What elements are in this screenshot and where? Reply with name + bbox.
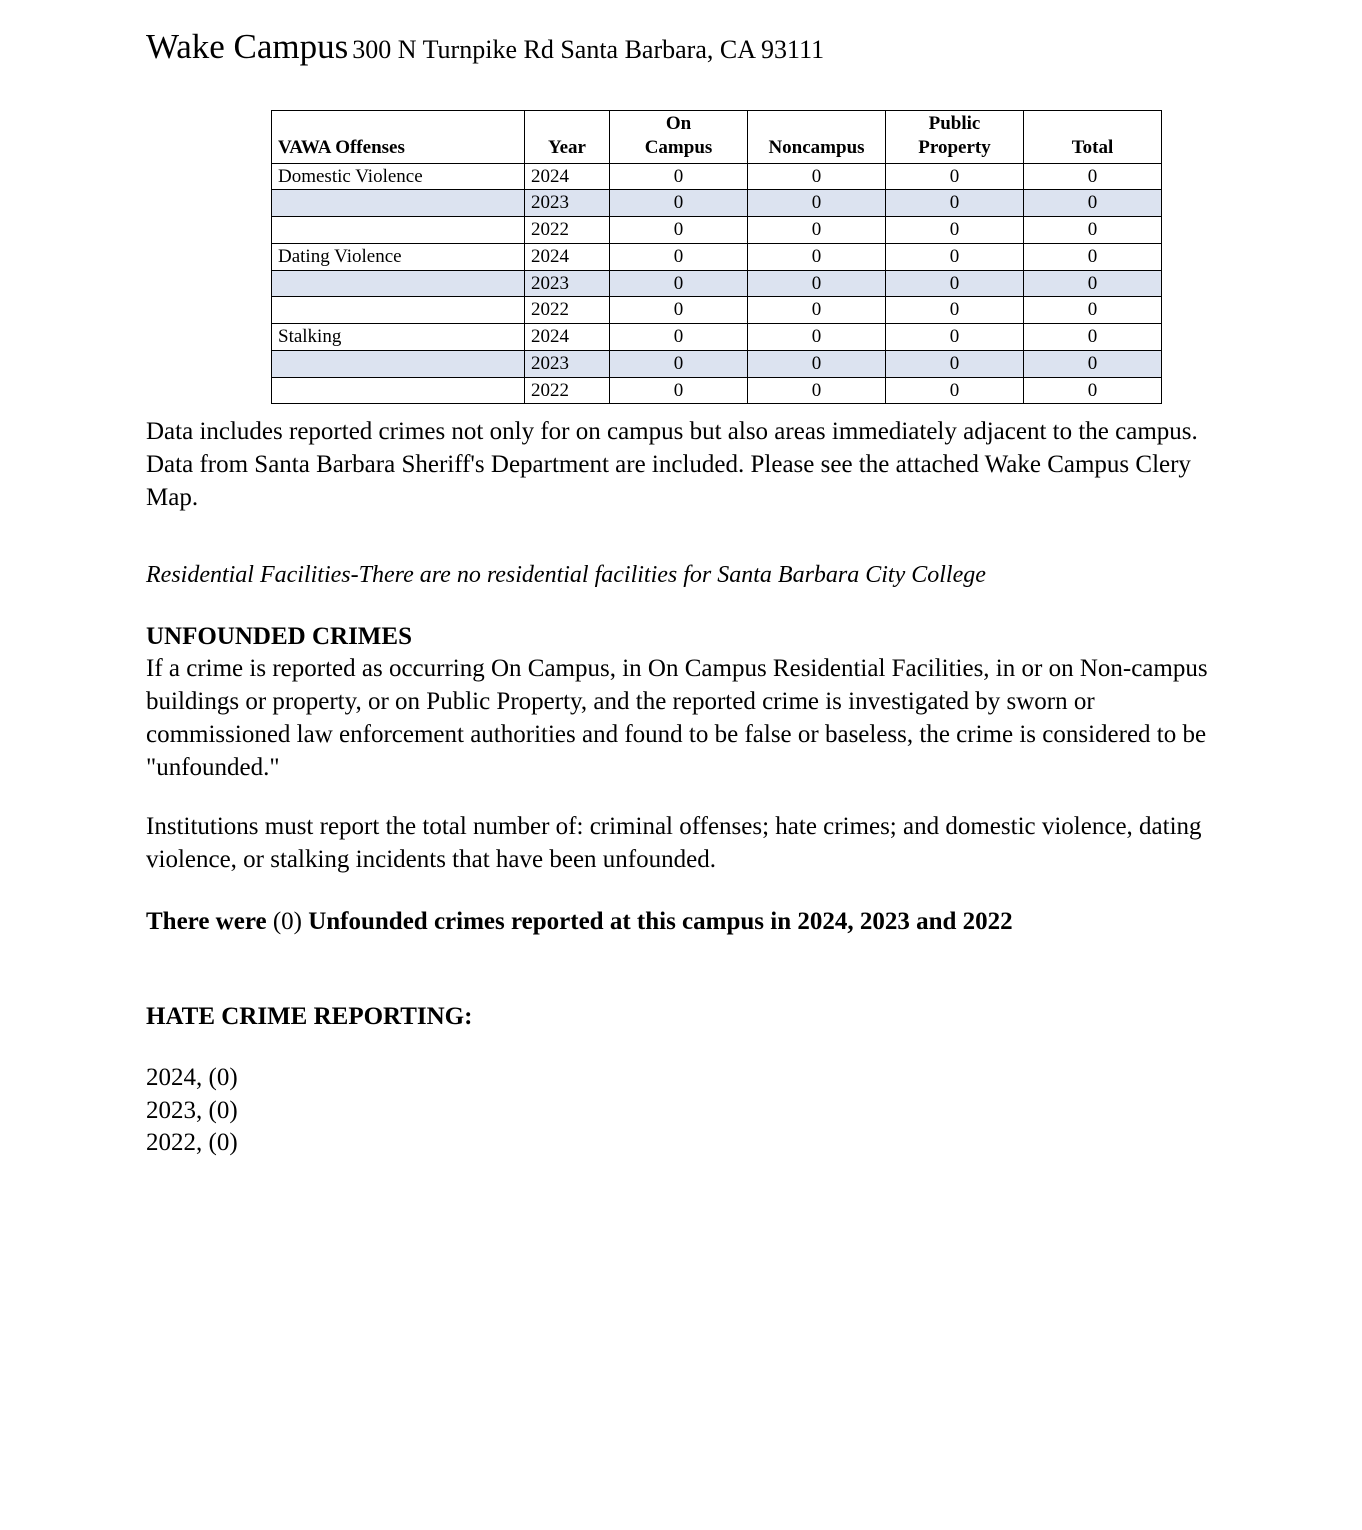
offense-label: Dating Violence xyxy=(272,243,525,270)
column-header-offense: VAWA Offenses xyxy=(272,111,525,164)
on-campus-cell: 0 xyxy=(610,217,748,244)
on-campus-cell: 0 xyxy=(610,190,748,217)
offense-label xyxy=(272,217,525,244)
unfounded-count-value: (0) xyxy=(272,908,302,935)
noncampus-cell: 0 xyxy=(748,297,886,324)
total-cell: 0 xyxy=(1024,350,1162,377)
offense-label xyxy=(272,350,525,377)
column-header-year: Year xyxy=(525,111,610,164)
year-cell: 2022 xyxy=(525,297,610,324)
year-cell: 2022 xyxy=(525,377,610,404)
total-cell: 0 xyxy=(1024,297,1162,324)
page-title xyxy=(146,28,824,67)
public-property-line-1: Public xyxy=(928,113,981,134)
table-row xyxy=(272,217,1162,244)
column-header-public-property xyxy=(886,111,1024,164)
hate-crime-year-list xyxy=(146,1062,1221,1160)
campus-name: Wake Campus xyxy=(146,27,349,66)
public-property-cell: 0 xyxy=(886,350,1024,377)
table-header xyxy=(272,111,1162,164)
hate-crime-year-item: 2023, (0) xyxy=(146,1096,238,1124)
noncampus-cell: 0 xyxy=(748,190,886,217)
total-cell: 0 xyxy=(1024,190,1162,217)
table-row xyxy=(272,190,1162,217)
on-campus-cell: 0 xyxy=(610,163,748,190)
noncampus-cell: 0 xyxy=(748,377,886,404)
campus-address: 300 N Turnpike Rd Santa Barbara, CA 93111 xyxy=(352,35,825,64)
noncampus-cell: 0 xyxy=(748,270,886,297)
public-property-cell: 0 xyxy=(886,324,1024,351)
public-property-cell: 0 xyxy=(886,163,1024,190)
public-property-cell: 0 xyxy=(886,297,1024,324)
noncampus-cell: 0 xyxy=(748,217,886,244)
table-row xyxy=(272,270,1162,297)
residential-facilities-note: Residential Facilities-There are no residential facilities for Santa Barbara City College xyxy=(146,562,986,588)
on-campus-cell: 0 xyxy=(610,243,748,270)
data-note-paragraph: Data includes reported crimes not only for on campus but also areas immediately adjacent to the campus. Data from Santa Barbara Sheriff's Department are included. Please see the attached Wake Campus Clery Map. xyxy=(146,418,1198,511)
offense-label xyxy=(272,190,525,217)
table-row xyxy=(272,243,1162,270)
public-property-cell: 0 xyxy=(886,243,1024,270)
table-header-row xyxy=(272,111,1162,164)
hate-crime-reporting-heading: HATE CRIME REPORTING: xyxy=(146,1003,473,1030)
offense-label xyxy=(272,297,525,324)
public-property-cell: 0 xyxy=(886,190,1024,217)
column-header-noncampus: Noncampus xyxy=(748,111,886,164)
vawa-offenses-table xyxy=(271,110,1162,404)
hate-crime-year-item: 2024, (0) xyxy=(146,1064,238,1091)
year-cell: 2023 xyxy=(525,270,610,297)
table-body xyxy=(272,163,1162,404)
year-cell: 2024 xyxy=(525,243,610,270)
public-property-cell: 0 xyxy=(886,377,1024,404)
year-cell: 2023 xyxy=(525,190,610,217)
total-cell: 0 xyxy=(1024,243,1162,270)
on-campus-line-2: Campus xyxy=(644,136,713,158)
unfounded-count-prefix: There were xyxy=(146,908,267,935)
column-header-total: Total xyxy=(1024,111,1162,164)
table-row xyxy=(272,297,1162,324)
total-cell: 0 xyxy=(1024,270,1162,297)
total-cell: 0 xyxy=(1024,217,1162,244)
institutions-note: Institutions must report the total number of: criminal offenses; hate crimes; and domestic violence, dating violence, or stalking incidents that have been unfounded. xyxy=(146,813,1202,873)
on-campus-cell: 0 xyxy=(610,270,748,297)
offense-label: Stalking xyxy=(272,324,525,351)
on-campus-cell: 0 xyxy=(610,297,748,324)
year-cell: 2024 xyxy=(525,163,610,190)
hate-crime-year-item: 2022, (0) xyxy=(146,1129,238,1156)
offense-label xyxy=(272,377,525,404)
noncampus-cell: 0 xyxy=(748,324,886,351)
table-row xyxy=(272,163,1162,190)
table-row xyxy=(272,377,1162,404)
year-cell: 2024 xyxy=(525,324,610,351)
noncampus-cell: 0 xyxy=(748,163,886,190)
year-cell: 2022 xyxy=(525,217,610,244)
total-cell: 0 xyxy=(1024,163,1162,190)
noncampus-cell: 0 xyxy=(748,243,886,270)
public-property-cell: 0 xyxy=(886,270,1024,297)
unfounded-count-suffix: Unfounded crimes reported at this campus in 2024, 2023 and 2022 xyxy=(308,908,1013,935)
total-cell: 0 xyxy=(1024,324,1162,351)
public-property-cell: 0 xyxy=(886,217,1024,244)
on-campus-cell: 0 xyxy=(610,350,748,377)
unfounded-crimes-body: If a crime is reported as occurring On Campus, in On Campus Residential Facilities, in or on Non-campus buildings or property, or on Public Property, and the reported crime is investigated by sworn or commissioned law enforcement authorities and found to be false or baseless, the crime is considered to be "unfounded." xyxy=(146,655,1208,781)
on-campus-cell: 0 xyxy=(610,324,748,351)
table-row xyxy=(272,324,1162,351)
year-cell: 2023 xyxy=(525,350,610,377)
unfounded-count-statement xyxy=(146,905,1221,938)
unfounded-crimes-heading: UNFOUNDED CRIMES xyxy=(146,623,412,650)
offense-label: Domestic Violence xyxy=(272,163,525,190)
column-header-on-campus xyxy=(610,111,748,164)
noncampus-cell: 0 xyxy=(748,350,886,377)
public-property-line-2: Property xyxy=(918,136,991,158)
table-row xyxy=(272,350,1162,377)
on-campus-cell: 0 xyxy=(610,377,748,404)
total-cell: 0 xyxy=(1024,377,1162,404)
offense-label xyxy=(272,270,525,297)
on-campus-line-1: On xyxy=(665,113,692,134)
